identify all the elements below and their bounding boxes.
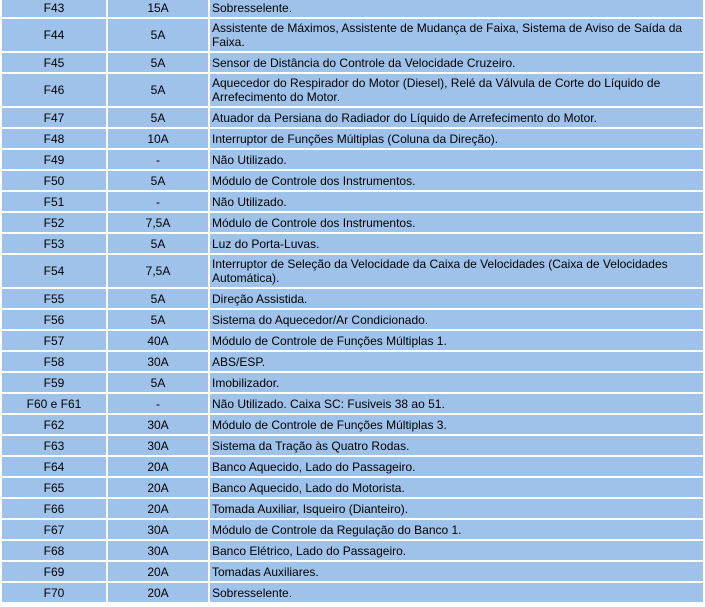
fuse-number-cell: F64 (2, 457, 106, 476)
amperage-cell: 30A (108, 520, 208, 539)
amperage-cell: 5A (108, 19, 208, 51)
amperage-cell: 5A (108, 53, 208, 72)
amperage-cell: 5A (108, 310, 208, 329)
fuse-number-cell: F53 (2, 234, 106, 253)
table-row (2, 562, 703, 581)
fuse-number-cell: F43 (2, 0, 106, 17)
description-cell: Módulo de Controle de Funções Múltiplas 1. (210, 331, 703, 350)
amperage-cell: 5A (108, 234, 208, 253)
fuse-number-cell: F58 (2, 352, 106, 371)
table-row (2, 53, 703, 72)
fuse-number-cell: F63 (2, 436, 106, 455)
description-cell: Imobilizador. (210, 373, 703, 392)
description-cell: Não Utilizado. (210, 150, 703, 169)
table-row (2, 150, 703, 169)
amperage-cell: - (108, 192, 208, 211)
description-cell: Assistente de Máximos, Assistente de Mudança de Faixa, Sistema de Aviso de Saída da Faixa. (210, 19, 703, 51)
table-row (2, 129, 703, 148)
amperage-cell: 7,5A (108, 213, 208, 232)
description-cell: Atuador da Persiana do Radiador do Líquido de Arrefecimento do Motor. (210, 108, 703, 127)
amperage-cell: 5A (108, 171, 208, 190)
fuse-number-cell: F68 (2, 541, 106, 560)
description-cell: Tomadas Auxiliares. (210, 562, 703, 581)
fuse-number-cell: F66 (2, 499, 106, 518)
fuse-number-cell: F52 (2, 213, 106, 232)
description-cell: Sistema do Aquecedor/Ar Condicionado. (210, 310, 703, 329)
fuse-number-cell: F50 (2, 171, 106, 190)
amperage-cell: 5A (108, 108, 208, 127)
table-row (2, 394, 703, 413)
fuse-number-cell: F69 (2, 562, 106, 581)
description-cell: Módulo de Controle dos Instrumentos. (210, 213, 703, 232)
table-row (2, 289, 703, 308)
description-cell: Sobresselente. (210, 0, 703, 17)
amperage-cell: 10A (108, 129, 208, 148)
description-cell: Sobresselente. (210, 583, 703, 602)
description-cell: Direção Assistida. (210, 289, 703, 308)
description-cell: Módulo de Controle de Funções Múltiplas 3. (210, 415, 703, 434)
description-cell: Banco Elétrico, Lado do Passageiro. (210, 541, 703, 560)
table-row (2, 74, 703, 106)
description-cell: Aquecedor do Respirador do Motor (Diesel), Relé da Válvula de Corte do Líquido de Arrefecimento do Motor. (210, 74, 703, 106)
description-cell: Tomada Auxiliar, Isqueiro (Dianteiro). (210, 499, 703, 518)
table-row (2, 373, 703, 392)
fuse-number-cell: F67 (2, 520, 106, 539)
fuse-number-cell: F47 (2, 108, 106, 127)
description-cell: Banco Aquecido, Lado do Motorista. (210, 478, 703, 497)
description-cell: Banco Aquecido, Lado do Passageiro. (210, 457, 703, 476)
description-cell: Não Utilizado. Caixa SC: Fusiveis 38 ao 51. (210, 394, 703, 413)
table-row (2, 583, 703, 602)
amperage-cell: - (108, 394, 208, 413)
fuse-number-cell: F48 (2, 129, 106, 148)
amperage-cell: 30A (108, 415, 208, 434)
amperage-cell: 5A (108, 373, 208, 392)
amperage-cell: 20A (108, 457, 208, 476)
fuse-number-cell: F46 (2, 74, 106, 106)
fuse-number-cell: F56 (2, 310, 106, 329)
table-row (2, 499, 703, 518)
amperage-cell: 20A (108, 499, 208, 518)
amperage-cell: 30A (108, 352, 208, 371)
description-cell: Interruptor de Seleção da Velocidade da Caixa de Velocidades (Caixa de Velocidades Automática). (210, 255, 703, 287)
amperage-cell: 7,5A (108, 255, 208, 287)
description-cell: Sistema da Tração às Quatro Rodas. (210, 436, 703, 455)
amperage-cell: 30A (108, 436, 208, 455)
amperage-cell: 5A (108, 289, 208, 308)
table-row (2, 255, 703, 287)
fuse-number-cell: F65 (2, 478, 106, 497)
table-row (2, 415, 703, 434)
amperage-cell: 40A (108, 331, 208, 350)
table-row (2, 352, 703, 371)
table-row (2, 541, 703, 560)
description-cell: Sensor de Distância do Controle da Velocidade Cruzeiro. (210, 53, 703, 72)
description-cell: Módulo de Controle da Regulação do Banco 1. (210, 520, 703, 539)
amperage-cell: 20A (108, 478, 208, 497)
fuse-number-cell: F70 (2, 583, 106, 602)
amperage-cell: 20A (108, 562, 208, 581)
amperage-cell: 15A (108, 0, 208, 17)
table-row (2, 436, 703, 455)
table-row (2, 192, 703, 211)
description-cell: ABS/ESP. (210, 352, 703, 371)
fuse-table-body (2, 0, 703, 602)
table-row (2, 234, 703, 253)
table-row (2, 457, 703, 476)
fuse-number-cell: F44 (2, 19, 106, 51)
description-cell: Módulo de Controle dos Instrumentos. (210, 171, 703, 190)
table-row (2, 478, 703, 497)
amperage-cell: 5A (108, 74, 208, 106)
fuse-number-cell: F60 e F61 (2, 394, 106, 413)
table-row (2, 19, 703, 51)
table-row (2, 108, 703, 127)
fuse-number-cell: F54 (2, 255, 106, 287)
table-row (2, 171, 703, 190)
fuse-number-cell: F59 (2, 373, 106, 392)
description-cell: Luz do Porta-Luvas. (210, 234, 703, 253)
fuse-number-cell: F45 (2, 53, 106, 72)
amperage-cell: 20A (108, 583, 208, 602)
description-cell: Interruptor de Funções Múltiplas (Coluna da Direção). (210, 129, 703, 148)
amperage-cell: 30A (108, 541, 208, 560)
amperage-cell: - (108, 150, 208, 169)
table-row (2, 331, 703, 350)
fuse-number-cell: F62 (2, 415, 106, 434)
fuse-number-cell: F57 (2, 331, 106, 350)
table-row (2, 0, 703, 17)
description-cell: Não Utilizado. (210, 192, 703, 211)
table-row (2, 213, 703, 232)
fuse-number-cell: F49 (2, 150, 106, 169)
fuse-number-cell: F51 (2, 192, 106, 211)
fuse-number-cell: F55 (2, 289, 106, 308)
table-row (2, 520, 703, 539)
table-row (2, 310, 703, 329)
